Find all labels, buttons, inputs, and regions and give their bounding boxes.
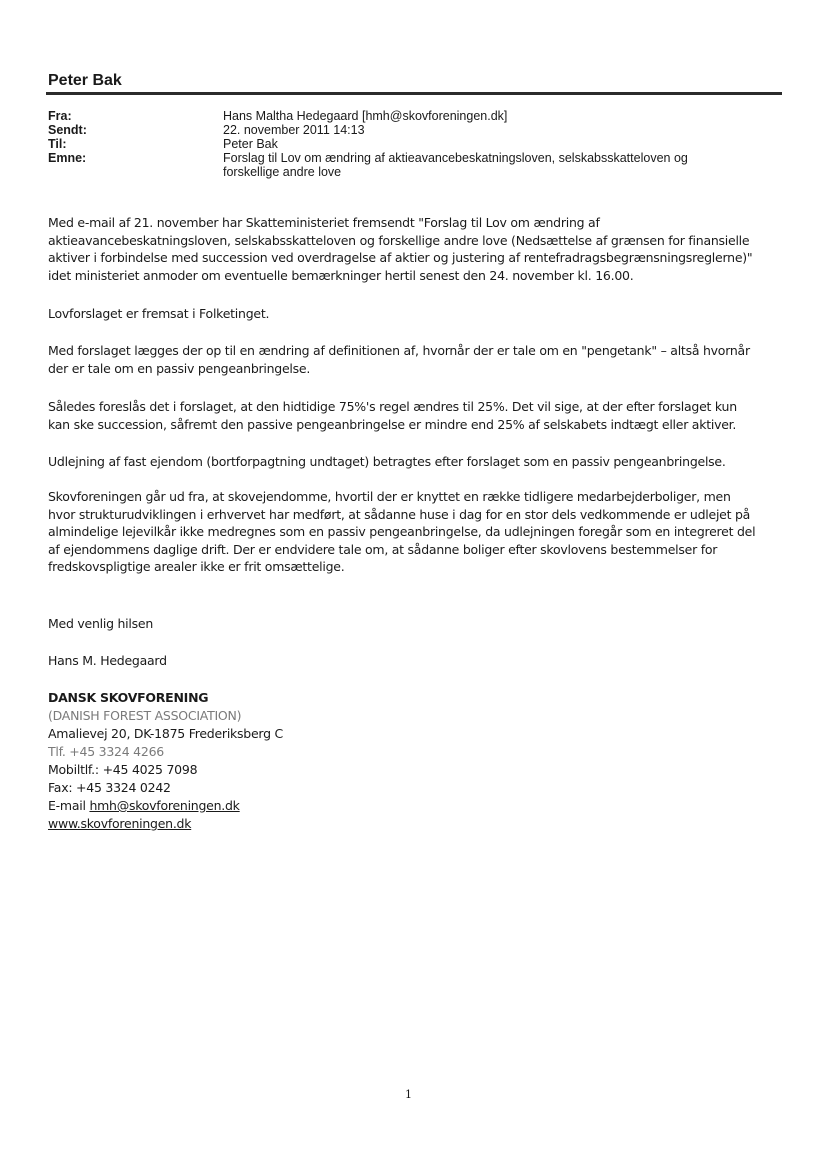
from-label: Fra: bbox=[48, 109, 72, 123]
signature-block bbox=[48, 689, 283, 833]
subject-label: Emne: bbox=[48, 151, 87, 165]
org-address: Amalievej 20, DK-1875 Frederiksberg C bbox=[48, 726, 283, 741]
paragraph-6-line-1: Skovforeningen går ud fra, at skovejendomme, hvortil der er knyttet en række tidligere medarbejderboliger, men bbox=[48, 489, 731, 504]
org-name: DANSK SKOVFORENING bbox=[48, 690, 209, 705]
paragraph-1-line-2: aktieavancebeskatningsloven, selskabsskatteloven og forskellige andre love (Nedsættelse af grænsen for finansielle bbox=[48, 232, 750, 248]
paragraph-1 bbox=[48, 214, 783, 284]
paragraph-5-line-1: Udlejning af fast ejendom (bortforpagtning undtaget) betragtes efter forslaget som en passiv pengeanbringelse. bbox=[48, 454, 726, 469]
paragraph-1-line-4: idet ministeriet anmoder om eventuelle bemærkninger hertil senest den 24. november kl. 16.00. bbox=[48, 267, 634, 283]
paragraph-4-line-1: Således foreslås det i forslaget, at den hidtidige 75%'s regel ændres til 25%. Det vil sige, at der efter forslaget kun bbox=[48, 399, 737, 414]
to-value: Peter Bak bbox=[223, 137, 278, 151]
org-name-english: (DANISH FOREST ASSOCIATION) bbox=[48, 708, 242, 723]
sent-label: Sendt: bbox=[48, 123, 87, 137]
email-line bbox=[48, 797, 283, 815]
paragraph-3-line-2: der er tale om en passiv pengeanbringelse. bbox=[48, 360, 311, 376]
sender-name: Hans M. Hedegaard bbox=[48, 653, 167, 668]
paragraph-6-line-5: fredskovspligtige arealer ikke er frit omsættelige. bbox=[48, 559, 345, 574]
phone-number: Tlf. +45 3324 4266 bbox=[48, 744, 164, 759]
paragraph-3-line-1: Med forslaget lægges der op til en ændring af definitionen af, hvornår der er tale om en "pengetank" – altså hvornår bbox=[48, 343, 750, 358]
title-divider bbox=[46, 92, 782, 95]
page-number: 1 bbox=[405, 1088, 412, 1101]
closing-greeting: Med venlig hilsen bbox=[48, 616, 153, 631]
website-link[interactable]: www.skovforeningen.dk bbox=[48, 816, 192, 831]
sent-value: 22. november 2011 14:13 bbox=[223, 123, 365, 137]
from-value: Hans Maltha Hedegaard [hmh@skovforeningen.dk] bbox=[223, 109, 508, 123]
paragraph-2 bbox=[48, 305, 783, 323]
paragraph-3 bbox=[48, 342, 783, 377]
paragraph-2-line-1: Lovforslaget er fremsat i Folketinget. bbox=[48, 306, 270, 321]
paragraph-4 bbox=[48, 398, 783, 433]
paragraph-1-line-3: aktiver i forbindelse med succession ved overdragelse af aktier og justering af rentefradragsbegrænsningsreglerne)" bbox=[48, 250, 753, 265]
subject-value-line1: Forslag til Lov om ændring af aktieavancebeskatningsloven, selskabsskatteloven og bbox=[223, 151, 688, 165]
email-link[interactable]: hmh@skovforeningen.dk bbox=[89, 798, 240, 813]
to-label: Til: bbox=[48, 137, 67, 151]
page-title: Peter Bak bbox=[48, 72, 122, 89]
paragraph-6-line-2: hvor strukturudviklingen i erhvervet har medført, at sådanne huse i dag for en stor dels vedkommende er udlejet på bbox=[48, 506, 751, 522]
paragraph-1-line-1: Med e-mail af 21. november har Skatteministeriet fremsendt "Forslag til Lov om ændring af bbox=[48, 215, 600, 230]
mobile-number: Mobiltlf.: +45 4025 7098 bbox=[48, 762, 198, 777]
subject-value-line2: forskellige andre love bbox=[223, 165, 342, 179]
email-prefix: E-mail bbox=[48, 798, 86, 813]
paragraph-5 bbox=[48, 453, 783, 471]
fax-number: Fax: +45 3324 0242 bbox=[48, 780, 171, 795]
paragraph-6 bbox=[48, 488, 783, 576]
paragraph-6-line-3: almindelige lejevilkår ikke medregnes som en passiv pengeanbringelse, da udlejningen foregår som en integreret del bbox=[48, 524, 756, 539]
paragraph-4-line-2: kan ske succession, såfremt den passive pengeanbringelse er mindre end 25% af selskabets indtægt eller aktiver. bbox=[48, 416, 737, 432]
paragraph-6-line-4: af ejendommens daglige drift. Der er endvidere tale om, at sådanne boliger efter skovlovens bestemmelser for bbox=[48, 541, 718, 557]
